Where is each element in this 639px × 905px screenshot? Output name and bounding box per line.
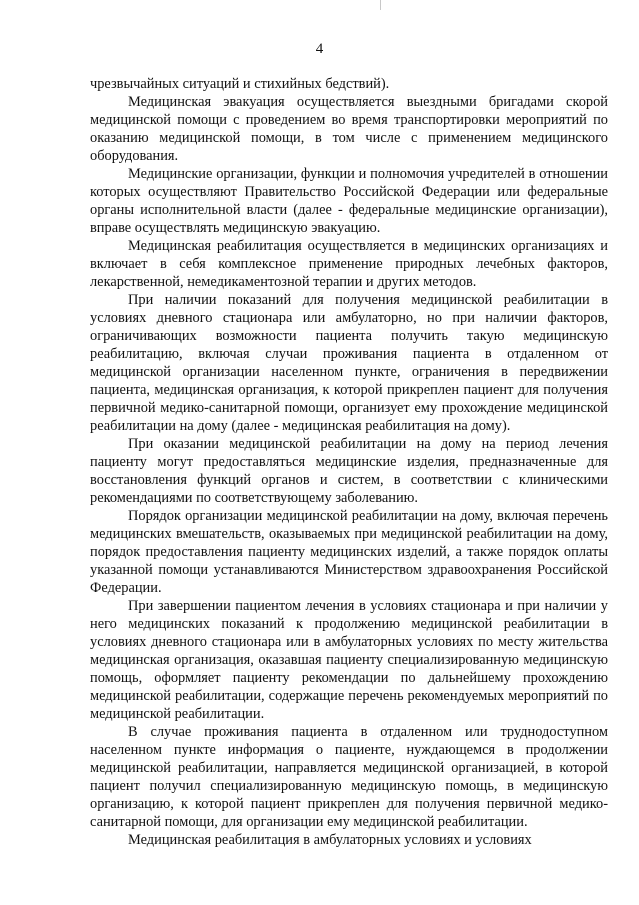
paragraph-medical-devices: При оказании медицинской реабилитации на дому на период лечения пациенту могут предоставляться медицинские изделия, предназначенные для восстановления функций органов и систем, в соответствии с клиническими рекомендациями по соответствующему заболеванию. <box>90 436 608 506</box>
scan-artifact-mark <box>380 0 381 10</box>
paragraph-discharge-recommendations: При завершении пациентом лечения в условиях стационара и при наличии у него медицинских показаний к продолжению медицинской реабилитации в условиях дневного стационара или в амбулаторных условиях по месту жительства медицинская организация, оказавшая пациенту специализированную медицинскую помощь, оформляет пациенту рекомендации по дальнейшему прохождению медицинской реабилитации, содержащие перечень рекомендуемых мероприятий по медицинской реабилитации. <box>90 598 608 722</box>
paragraph-procedure: Порядок организации медицинской реабилитации на дому, включая перечень медицинских вмешательств, оказываемых при медицинской реабилитации на дому, порядок предоставления пациенту медицинских изделий, а также порядок оплаты указанной помощи устанавливаются Министерством здравоохранения Российской Федерации. <box>90 508 608 596</box>
page-number: 4 <box>315 41 324 57</box>
paragraph-continuation: чрезвычайных ситуаций и стихийных бедствий). <box>90 76 390 92</box>
paragraph-home-rehabilitation: При наличии показаний для получения медицинской реабилитации в условиях дневного стационара или амбулаторно, но при наличии факторов, ограничивающих возможности пациента получить такую медицинскую реабилитацию, включая случаи проживания пациента в отдаленном от медицинской организации населенном пункте, ограничения в передвижении пациента, медицинская организация, к которой прикреплен пациент для получения первичной медико-санитарной помощи, организует ему прохождение медицинской реабилитации на дому (далее - медицинская реабилитация на дому). <box>90 292 608 434</box>
paragraph-medical-evacuation: Медицинская эвакуация осуществляется выездными бригадами скорой медицинской помощи с проведением во время транспортировки мероприятий по оказанию медицинской помощи, в том числе с применением медицинского оборудования. <box>90 94 608 164</box>
paragraph-remote-patient: В случае проживания пациента в отдаленном или труднодоступном населенном пункте информация о пациенте, нуждающемся в продолжении медицинской реабилитации, направляется медицинской организацией, в которой пациент получил специализированную медицинскую помощь, в медицинскую организацию, к которой пациент прикреплен для получения первичной медико-санитарной помощи, для организации ему медицинской реабилитации. <box>90 724 608 830</box>
paragraph-rehabilitation-definition: Медицинская реабилитация осуществляется в медицинских организациях и включает в себя комплексное применение природных лечебных факторов, лекарственной, немедикаментозной терапии и других методов. <box>90 238 608 290</box>
paragraph-outpatient-rehabilitation: Медицинская реабилитация в амбулаторных условиях и условиях <box>128 832 532 848</box>
paragraph-federal-organizations: Медицинские организации, функции и полномочия учредителей в отношении которых осуществляют Правительство Российской Федерации или федеральные органы исполнительной власти (далее - федеральные медицинские организации), вправе осуществлять медицинскую эвакуацию. <box>90 166 608 236</box>
body-text <box>90 75 608 849</box>
